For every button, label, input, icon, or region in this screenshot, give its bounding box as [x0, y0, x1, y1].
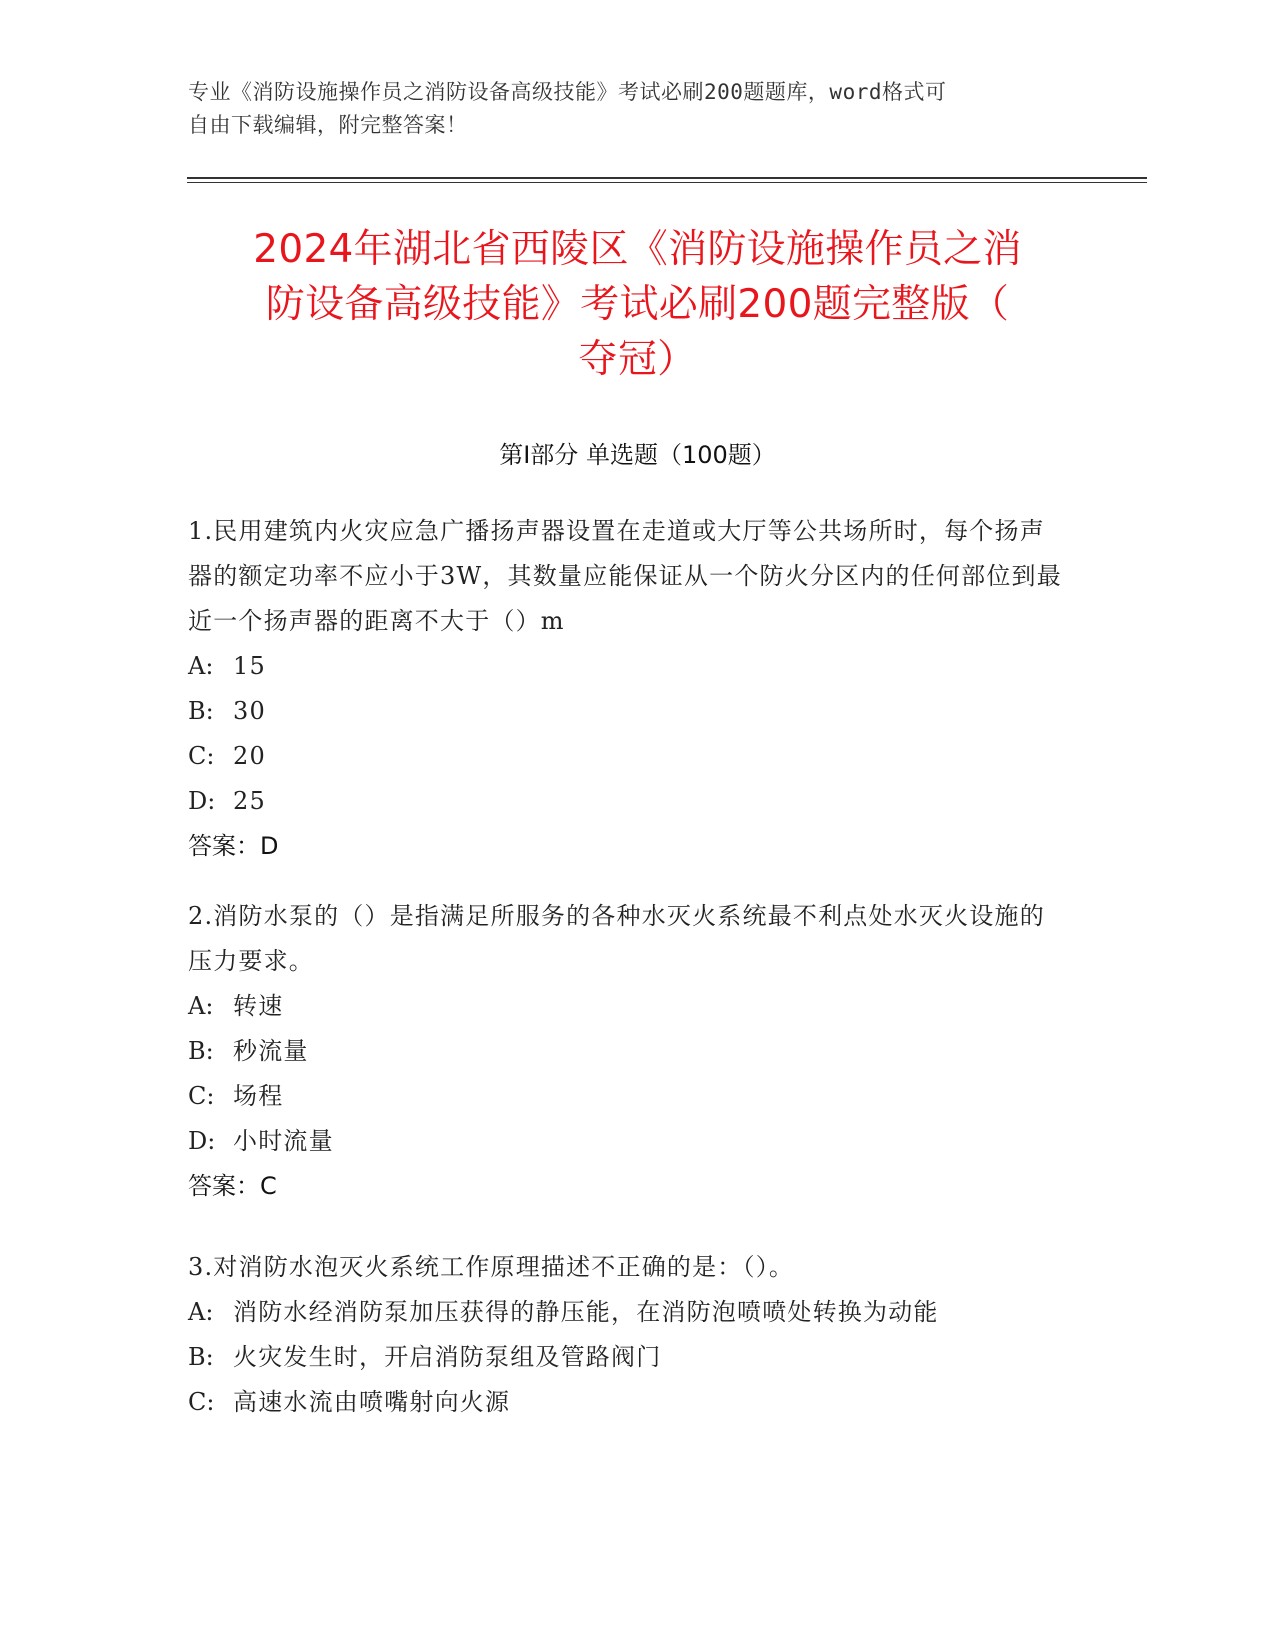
- section-heading: 第Ⅰ部分 单选题（100题）: [499, 441, 776, 469]
- option-text: 火灾发生时，开启消防泵组及管路阀门: [233, 1343, 662, 1371]
- question-2: [188, 894, 1068, 1209]
- question-stem: 3.对消防水泡灭火系统工作原理描述不正确的是：（）。: [188, 1253, 795, 1281]
- option-b: [188, 1029, 1068, 1074]
- option-text: 场程: [233, 1082, 284, 1110]
- header-note-line-2: 自由下载编辑，附完整答案！: [188, 113, 468, 137]
- option-b: [188, 1335, 1068, 1380]
- option-letter: C:: [188, 1082, 215, 1110]
- option-a: [188, 644, 1068, 689]
- option-letter: A:: [188, 652, 214, 680]
- option-letter: C:: [188, 1388, 215, 1416]
- option-a: [188, 1290, 1068, 1335]
- option-letter: D:: [188, 787, 216, 815]
- header-divider-thick: [187, 177, 1147, 179]
- option-letter: B:: [188, 1037, 214, 1065]
- header-divider-thin: [187, 182, 1147, 183]
- option-d: [188, 1119, 1068, 1164]
- option-text: 转速: [233, 992, 284, 1020]
- option-letter: A:: [188, 1298, 214, 1326]
- option-text: 30: [233, 697, 266, 725]
- question-3: [188, 1245, 1068, 1425]
- document-title-line-3: 夺冠）: [578, 337, 697, 382]
- header-note: [188, 76, 1068, 142]
- answer-line: 答案：C: [188, 1172, 277, 1200]
- question-stem: 1.民用建筑内火灾应急广播扬声器设置在走道或大厅等公共场所时，每个扬声器的额定功率不应小于3W，其数量应能保证从一个防火分区内的任何部位到最近一个扬声器的距离不大于（）m: [188, 517, 1062, 635]
- question-1: [188, 509, 1068, 869]
- answer-line: 答案：D: [188, 832, 279, 860]
- option-text: 高速水流由喷嘴射向火源: [233, 1388, 511, 1416]
- question-stem: 2.消防水泵的（）是指满足所服务的各种水灭火系统最不利点处水灭火设施的压力要求。: [188, 902, 1045, 975]
- option-text: 25: [233, 787, 266, 815]
- option-c: [188, 734, 1068, 779]
- option-d: [188, 779, 1068, 824]
- option-b: [188, 689, 1068, 734]
- document-title-line-2: 防设备高级技能》考试必刷200题完整版（: [265, 282, 1010, 327]
- option-a: [188, 984, 1068, 1029]
- option-text: 秒流量: [233, 1037, 309, 1065]
- option-text: 15: [233, 652, 266, 680]
- option-letter: B:: [188, 1343, 214, 1371]
- option-letter: B:: [188, 697, 214, 725]
- document-title-line-1: 2024年湖北省西陵区《消防设施操作员之消: [253, 227, 1022, 272]
- document-title: [170, 222, 1105, 387]
- option-c: [188, 1074, 1068, 1119]
- option-letter: C:: [188, 742, 215, 770]
- option-text: 20: [233, 742, 266, 770]
- option-c: [188, 1380, 1068, 1425]
- header-note-line-1: 专业《消防设施操作员之消防设备高级技能》考试必刷200题题库，word格式可: [188, 80, 947, 104]
- option-text: 小时流量: [233, 1127, 334, 1155]
- option-letter: D:: [188, 1127, 216, 1155]
- option-letter: A:: [188, 992, 214, 1020]
- option-text: 消防水经消防泵加压获得的静压能，在消防泡喷喷处转换为动能: [233, 1298, 939, 1326]
